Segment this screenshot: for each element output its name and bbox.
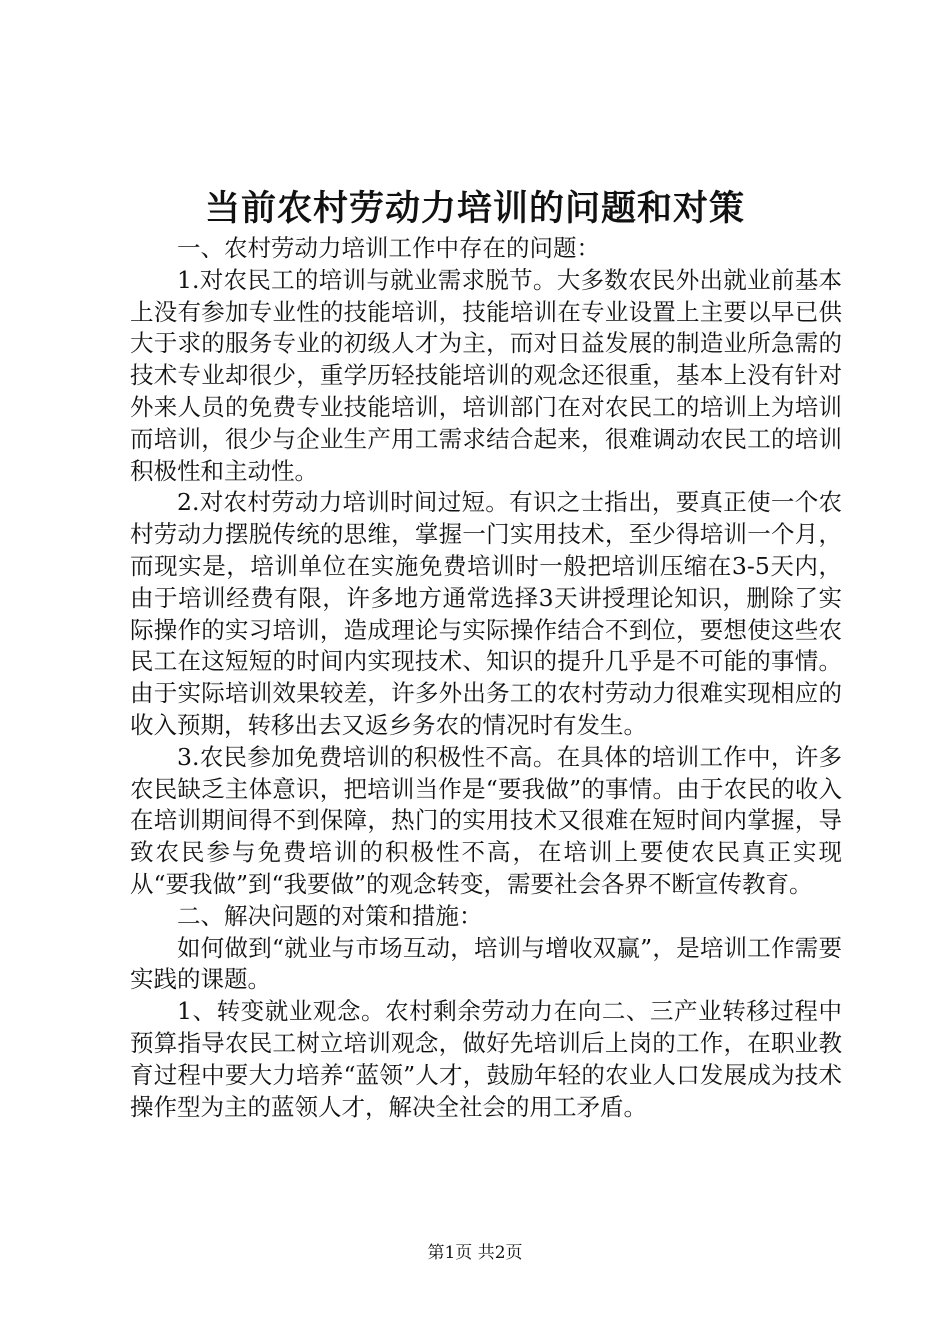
page-number-footer: 第1页 共2页 <box>427 1243 523 1263</box>
section-heading-solutions: 二、解决问题的对策和措施： <box>177 901 483 930</box>
document-body <box>130 233 842 1123</box>
paragraph-problem-3: 3.农民参加免费培训的积极性不高。在具体的培训工作中，许多农民缺乏主体意识，把培训当作是“要我做”的事情。由于农民的收入在培训期间得不到保障，热门的实用技术又很难在短时间内掌握，导致农民参与免费培训的积极性不高，在培训上要使农民真正实现从“要我做”到“我要做”的观念转变，需要社会各界不断宣传教育。 <box>130 742 842 898</box>
paragraph-problem-1: 1.对农民工的培训与就业需求脱节。大多数农民外出就业前基本上没有参加专业性的技能培训，技能培训在专业设置上主要以早已供大于求的服务专业的初级人才为主，而对日益发展的制造业所急需的技术专业却很少，重学历轻技能培训的观念还很重，基本上没有针对外来人员的免费专业技能培训，培训部门在对农民工的培训上为培训而培训，很少与企业生产用工需求结合起来，很难调动农民工的培训积极性和主动性。 <box>130 265 842 485</box>
paragraph-problem-2: 2.对农村劳动力培训时间过短。有识之士指出，要真正使一个农村劳动力摆脱传统的思维，掌握一门实用技术，至少得培训一个月，而现实是，培训单位在实施免费培训时一般把培训压缩在3-5天内，由于培训经费有限，许多地方通常选择3天讲授理论知识，删除了实际操作的实习培训，造成理论与实际操作结合不到位，要想使这些农民工在这短短的时间内实现技术、知识的提升几乎是不可能的事情。由于实际培训效果较差，许多外出务工的农村劳动力很难实现相应的收入预期，转移出去又返乡务农的情况时有发生。 <box>130 488 842 739</box>
paragraph-solutions-intro: 如何做到“就业与市场互动，培训与增收双赢”，是培训工作需要实践的课题。 <box>130 933 842 994</box>
paragraph-solution-1: 1、转变就业观念。农村剩余劳动力在向二、三产业转移过程中预算指导农民工树立培训观念，做好先培训后上岗的工作，在职业教育过程中要大力培养“蓝领”人才，鼓励年轻的农业人口发展成为技术操作型为主的蓝领人才，解决全社会的用工矛盾。 <box>130 997 842 1121</box>
section-heading-problems: 一、农村劳动力培训工作中存在的问题： <box>177 234 600 262</box>
document-title: 当前农村劳动力培训的问题和对策 <box>204 188 745 229</box>
